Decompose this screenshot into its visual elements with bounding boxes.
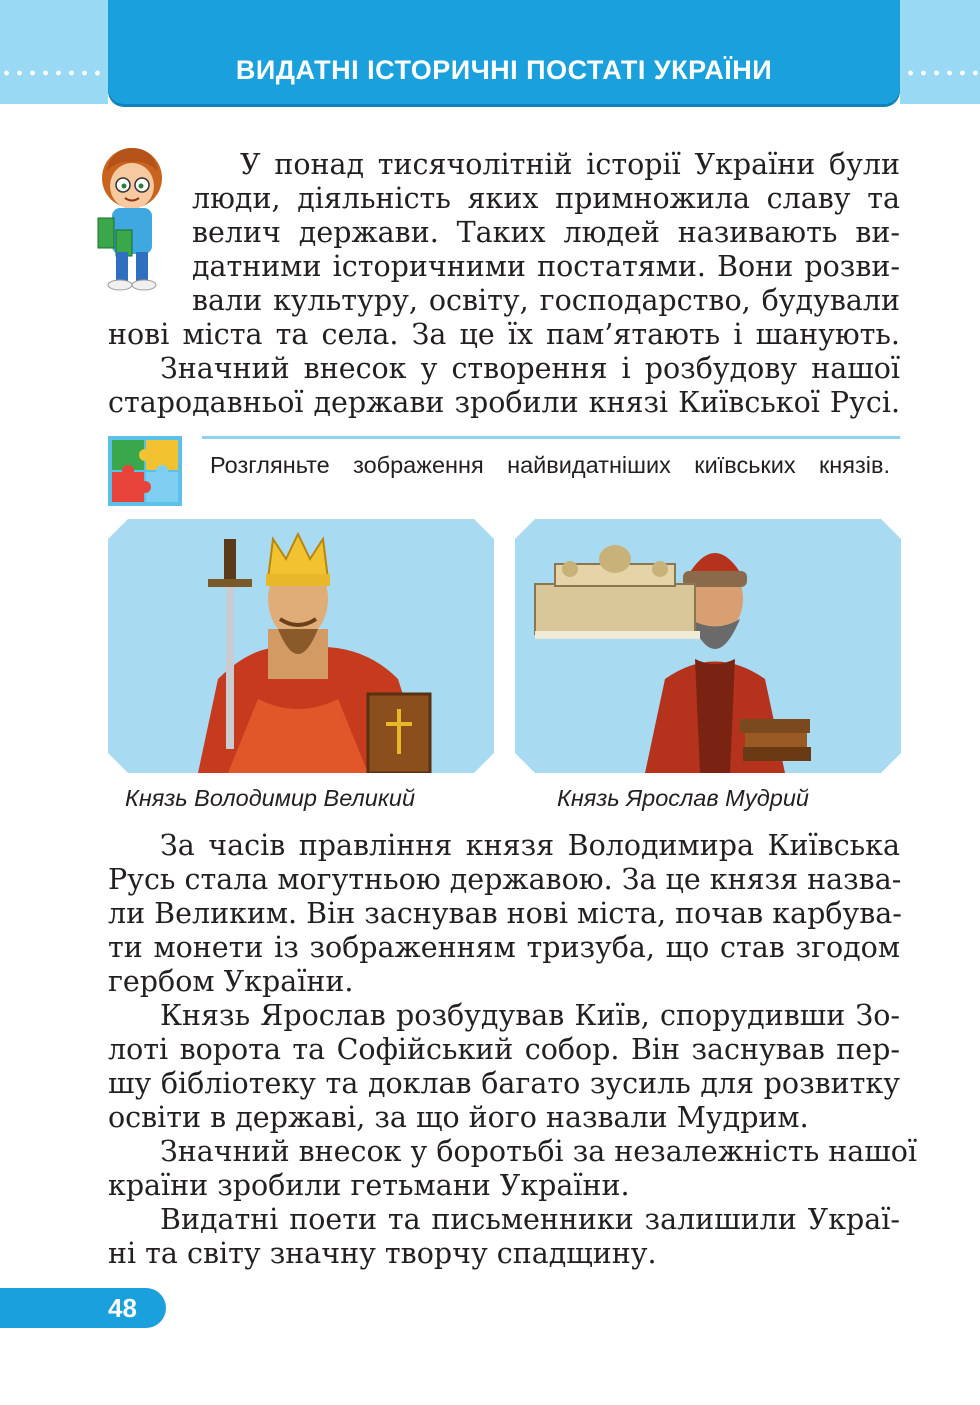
page-number: 48	[108, 1293, 137, 1323]
portrait-volodymyr	[108, 519, 494, 773]
intro-line-3: велич держави. Таких людей називають ви-	[192, 216, 900, 249]
header-banner	[108, 0, 900, 104]
task-divider	[202, 436, 900, 439]
body-line-13: ні та світу значну творчу спадщину.	[108, 1237, 657, 1270]
caption-volodymyr: Князь Володимир Великий	[125, 785, 416, 811]
volodymyr-portrait-image	[108, 519, 494, 773]
body-line-9: освіти в державі, за що його назвали Мудрим.	[108, 1101, 809, 1134]
portrait-yaroslav	[515, 519, 901, 773]
yaroslav-portrait-image	[515, 519, 901, 773]
body-line-10: Значний внесок у боротьбі за незалежність нашої	[160, 1135, 918, 1168]
intro-line-5: вали культуру, освіту, господарство, будували	[192, 284, 900, 317]
header-dots-right	[904, 70, 980, 76]
task-instruction: Розгляньте зображення найвидатніших київських князів.	[210, 452, 890, 478]
intro-line-7: Значний внесок у створення і розбудову нашої	[160, 352, 900, 385]
boy-with-books-illustration	[92, 140, 172, 292]
body-line-5: гербом України.	[108, 965, 354, 998]
body-line-2: Русь стала могутньою державою. За це князя назва-	[108, 863, 902, 896]
body-line-3: ли Великим. Він заснував нові міста, почав карбува-	[108, 897, 902, 930]
body-line-1: За часів правління князя Володимира Київська	[160, 829, 900, 862]
intro-line-6: нові міста та села. За це їх пам’ятають і шанують.	[108, 318, 900, 351]
header-dots-left	[0, 70, 100, 76]
body-line-12: Видатні поети та письменники залишили Украї-	[160, 1203, 900, 1236]
intro-line-8: стародавньої держави зробили князі Київської Русі.	[108, 386, 900, 419]
body-line-8: шу бібліотеку та доклав багато зусиль для розвитку	[108, 1067, 900, 1100]
body-line-4: ти монети із зображенням тризуба, що став згодом	[108, 931, 900, 964]
intro-line-1: У понад тисячолітній історії України були	[240, 148, 900, 181]
page-title: ВИДАТНІ ІСТОРИЧНІ ПОСТАТІ УКРАЇНИ	[235, 55, 773, 85]
header-left-band	[0, 0, 108, 104]
body-line-11: країни зробили гетьмани України.	[108, 1169, 630, 1202]
intro-line-4: датними історичними постатями. Вони розви-	[192, 250, 900, 283]
body-line-7: лоті ворота та Софійський собор. Він заснував пер-	[108, 1033, 900, 1066]
intro-line-2: люди, діяльність яких примножила славу та	[192, 182, 900, 215]
header-right-band	[900, 0, 980, 104]
page-number-tab	[0, 1288, 166, 1328]
body-line-6: Князь Ярослав розбудував Київ, спорудивши Зо-	[160, 999, 900, 1032]
puzzle-icon	[108, 436, 182, 506]
caption-yaroslav: Князь Ярослав Мудрий	[557, 785, 809, 811]
